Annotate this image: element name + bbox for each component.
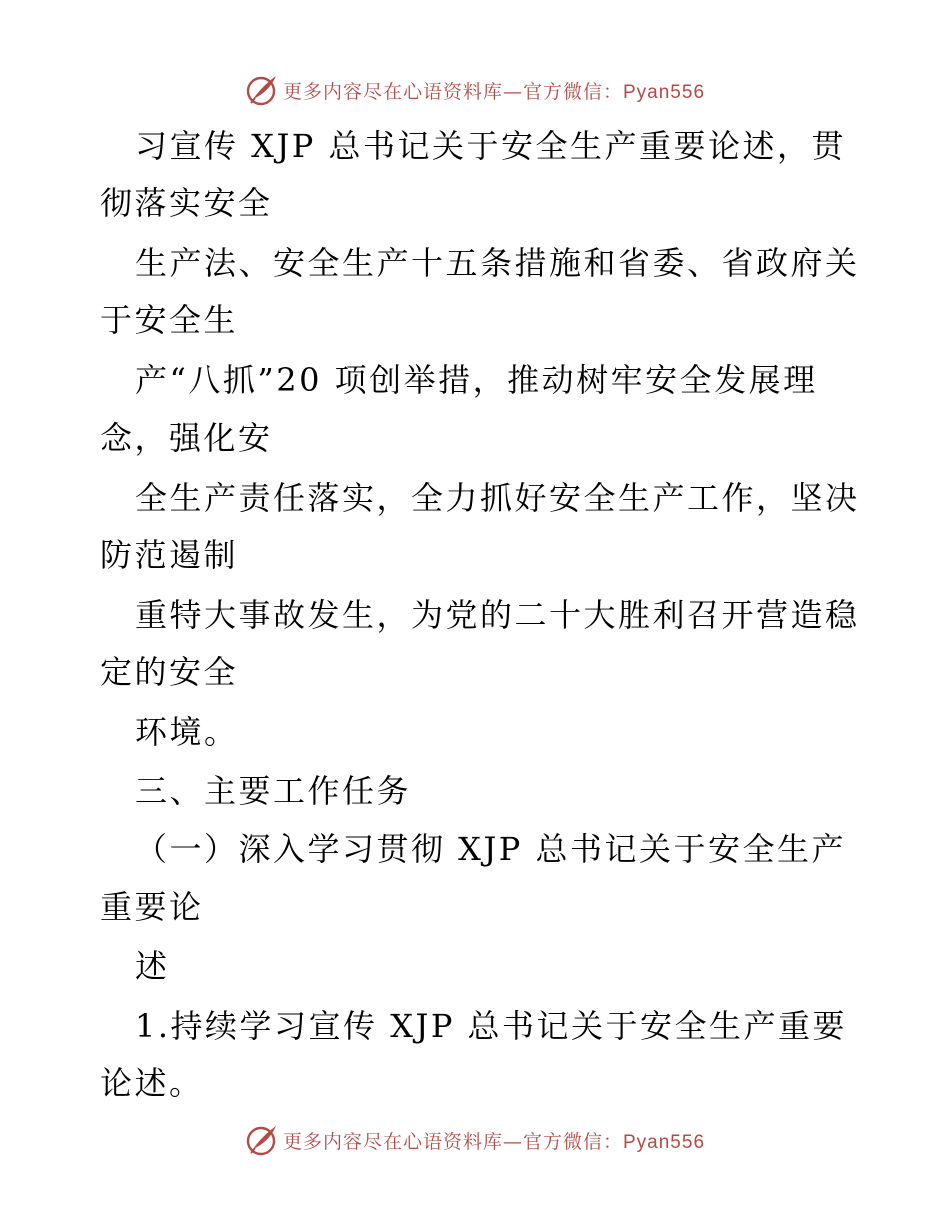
watermark-text: 更多内容尽在心语资料库—官方微信：Pyan556 bbox=[282, 80, 706, 103]
text-line: 习宣传 XJP 总书记关于安全生产重要论述，贯 bbox=[135, 127, 846, 165]
header-watermark bbox=[0, 70, 950, 110]
text-line: 重特大事故发生，为党的二十大胜利召开营造稳 bbox=[135, 596, 860, 634]
text-line: 重要论 bbox=[100, 888, 204, 926]
text-line: 定的安全 bbox=[100, 653, 239, 691]
footer-watermark bbox=[0, 1120, 950, 1160]
watermark-text: 更多内容尽在心语资料库—官方微信：Pyan556 bbox=[282, 1130, 706, 1153]
text-line: 彻落实安全 bbox=[100, 184, 273, 222]
text-line: 论述。 bbox=[100, 1064, 204, 1102]
text-line: 环境。 bbox=[135, 713, 239, 751]
text-line: 防范遏制 bbox=[100, 536, 239, 574]
text-line: 生产法、安全生产十五条措施和省委、省政府关 bbox=[135, 244, 860, 282]
text-line: 于安全生 bbox=[100, 301, 239, 339]
text-line: 产“八抓”20 项创举措，推动树牢安全发展理 bbox=[135, 361, 818, 399]
subsection-heading: （一）深入学习贯彻 XJP 总书记关于安全生产 bbox=[135, 830, 846, 868]
quill-pen-logo-icon bbox=[245, 1123, 279, 1157]
text-line: 述 bbox=[135, 947, 170, 985]
list-item: 1.持续学习宣传 XJP 总书记关于安全生产重要 bbox=[135, 1007, 848, 1045]
section-heading: 三、主要工作任务 bbox=[135, 772, 412, 810]
text-line: 念，强化安 bbox=[100, 419, 273, 457]
text-line: 全生产责任落实，全力抓好安全生产工作，坚决 bbox=[135, 479, 860, 517]
quill-pen-logo-icon bbox=[245, 73, 279, 107]
